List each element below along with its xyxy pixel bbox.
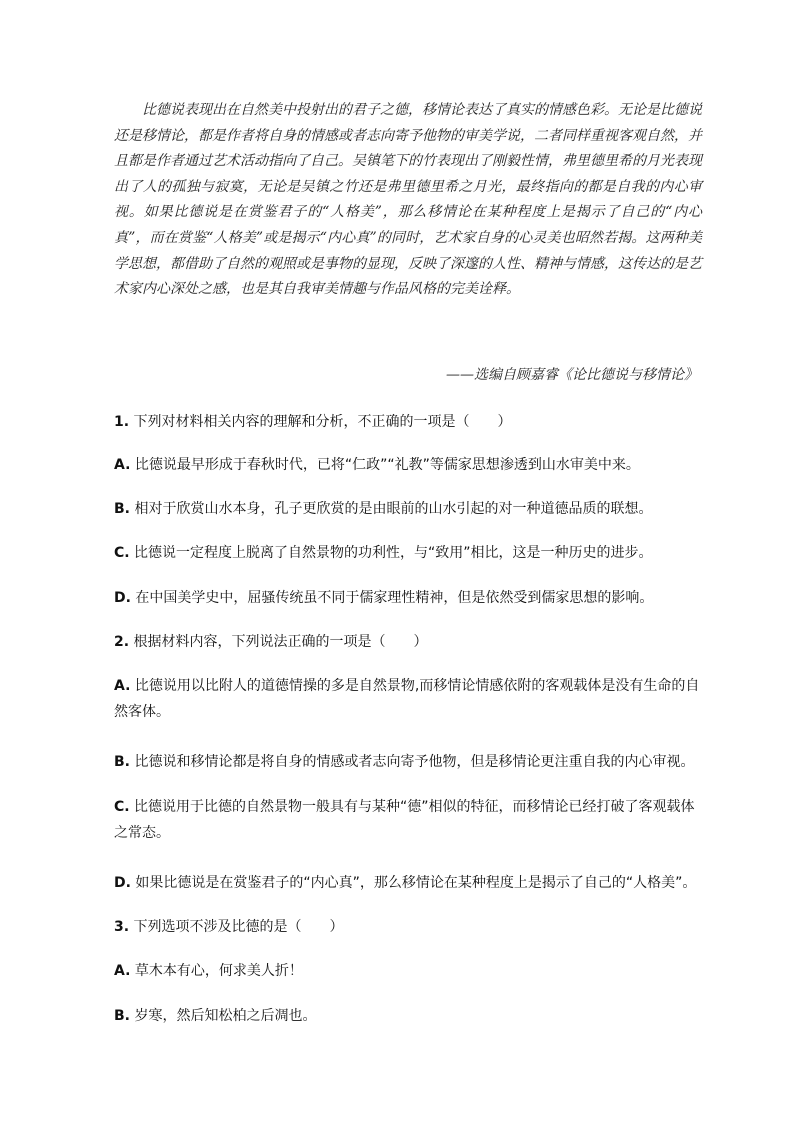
question-1-stem: 1. 下列对材料相关内容的理解和分析，不正确的一项是（ ）: [114, 414, 512, 430]
question-2-stem: 2. 根据材料内容，下列说法正确的一项是（ ）: [114, 634, 428, 650]
question-1-option-a: A. 比德说最早形成于春秋时代，已将“仁政”“礼教”等儒家思想渗透到山水审美中来。: [114, 457, 640, 473]
question-3-stem: 3. 下列选项不涉及比德的是（ ）: [114, 919, 344, 935]
question-1-option-c: C. 比德说一定程度上脱离了自然景物的功利性，与“致用”相比，这是一种历史的进步。: [114, 545, 653, 561]
question-1-option-d: D. 在中国美学史中，屈骚传统虽不同于儒家理性精神，但是依然受到儒家思想的影响。: [114, 590, 654, 606]
question-3-option-b: B. 岁寒，然后知松柏之后凋也。: [114, 1008, 317, 1024]
reading-passage: [114, 98, 702, 303]
passage-source: ——选编自顾嘉睿《论比德说与移情论》: [446, 367, 698, 383]
question-3-option-a: A. 草木本有心，何求美人折！: [114, 963, 303, 979]
question-2-option-d: D. 如果比德说是在赏鉴君子的“内心真”，那么移情论在某种程度上是揭示了自己的“人格美”。: [114, 875, 697, 891]
question-2-option-c: C. 比德说用于比德的自然景物一般具有与某种“德”相似的特征，而移情论已经打破了客观载体之常态。: [114, 799, 695, 841]
passage-paragraph: 比德说表现出在自然美中投射出的君子之德，移情论表达了真实的情感色彩。无论是比德说还是移情论，都是作者将自身的情感或者志向寄予他物的审美学说，二者同样重视客观自然，并且都是作者通过艺术活动指向了自己。吴镇笔下的竹表现出了刚毅性情，弗里德里希的月光表现出了人的孤独与寂寞，无论是吴镇之竹还是弗里德里希之月光，最终指向的都是自我的内心审视。如果比德说是在赏鉴君子的“人格美”，那么移情论在某种程度上是揭示了自己的“内心真”，而在赏鉴“人格美”或是揭示“内心真”的同时，艺术家自身的心灵美也昭然若揭。这两种美学思想，都借助了自然的观照或是事物的显现，反映了深邃的人性、精神与情感，这传达的是艺术家内心深处之感，也是其自我审美情趣与作品风格的完美诠释。: [114, 102, 702, 298]
question-2-option-a: A. 比德说用以比附人的道德情操的多是自然景物,而移情论情感依附的客观载体是没有生命的自然客体。: [114, 678, 700, 720]
question-1-option-b: B. 相对于欣赏山水本身，孔子更欣赏的是由眼前的山水引起的对一种道德品质的联想。: [114, 501, 653, 517]
question-2-option-b: B. 比德说和移情论都是将自身的情感或者志向寄予他物，但是移情论更注重自我的内心审视。: [114, 754, 695, 770]
